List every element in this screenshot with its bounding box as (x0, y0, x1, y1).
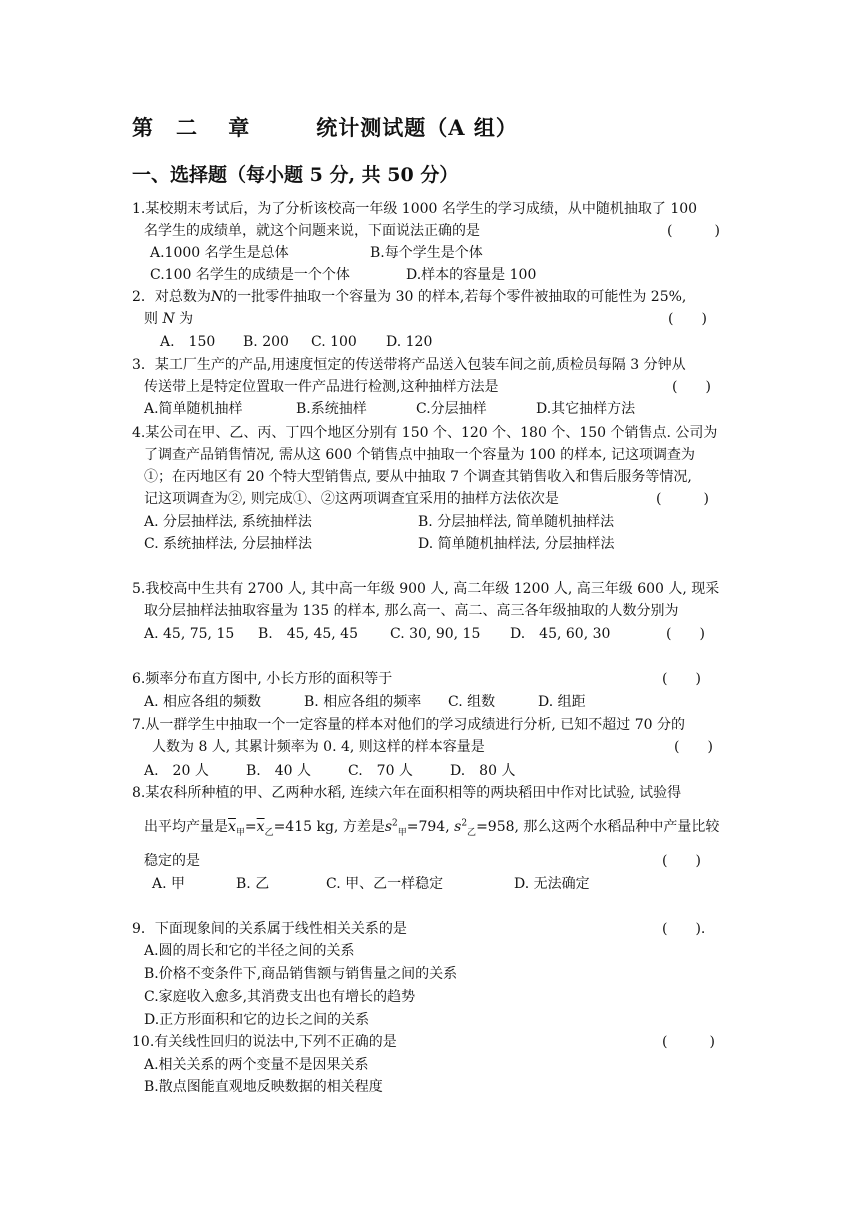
q8-sq-b: 2 (461, 818, 468, 829)
q8-line2-end: =958, 那么这两个水稻品种中产量比较 (476, 819, 720, 835)
q2-line1-end: 的一批零件抽取一个容量为 30 的样本,若每个零件被抽取的可能性为 25%, (223, 289, 687, 305)
q8-xbar-b: $\overline{x}$ (256, 819, 265, 835)
q2-line2-start: 则 (144, 311, 158, 327)
q10-option-b: B.散点图能直观地反映数据的相关程度 (144, 1079, 383, 1095)
q2-option-d: D. 120 (386, 334, 433, 350)
q5-answer-paren: ( ) (666, 626, 705, 642)
q3-option-a: A.简单随机抽样 (144, 401, 243, 417)
q1-option-c: C.100 名学生的成绩是一个个体 (150, 267, 350, 283)
q10-line1: 10.有关线性回归的说法中,下列不正确的是 (132, 1034, 397, 1050)
q2-var-n-2: N (162, 311, 175, 327)
q5-option-d: D. 45, 60, 30 (510, 626, 611, 642)
q9-option-c: C.家庭收入愈多,其消费支出也有增长的趋势 (144, 989, 416, 1005)
q7-option-b: B. 40 人 (246, 763, 312, 779)
q4-line3: ①；在丙地区有 20 个特大型销售点, 要从中抽取 7 个调查其销售收入和售后服务等情况, (144, 469, 692, 485)
q6-option-c: C. 组数 (448, 694, 496, 710)
q3-option-b: B.系统抽样 (296, 401, 367, 417)
q4-line1: 4.某公司在甲、乙、丙、丁四个地区分别有 150 个、120 个、180 个、150 个销售点. 公司为 (132, 425, 718, 441)
q10-answer-paren: ( ) (662, 1034, 715, 1050)
q4-option-d: D. 简单随机抽样法, 分层抽样法 (418, 536, 615, 552)
q8-xbar-a: $\overline{x}$ (228, 819, 236, 835)
q8-line2-mid: =415 kg, 方差是 (273, 819, 385, 835)
q8-s-sub-a: 甲 (397, 827, 407, 838)
q9-option-d: D.正方形面积和它的边长之间的关系 (144, 1012, 370, 1028)
q8-sub-a: 甲 (235, 827, 245, 838)
q2-line2 (144, 310, 193, 328)
q6-line1: 6.频率分布直方图中, 小长方形的面积等于 (132, 671, 393, 687)
q8-line1: 8.某农科所种植的甲、乙两种水稻, 连续六年在面积相等的两块稻田中作对比试验, 试验得 (132, 785, 682, 801)
q6-answer-paren: ( ) (662, 671, 701, 687)
q5-option-b: B. 45, 45, 45 (258, 626, 358, 642)
q7-line2: 人数为 8 人, 其累计频率为 0. 4, 则这样的样本容量是 (152, 739, 485, 755)
q8-sq-a: 2 (392, 818, 398, 829)
q8-line3: 稳定的是 (144, 853, 200, 869)
q2-line1-start: 2．对总数为 (132, 289, 211, 305)
q2-line2-end: 为 (179, 311, 194, 327)
q5-line2: 取分层抽样法抽取容量为 135 的样本, 那么高一、高二、高三各年级抽取的人数分别为 (144, 603, 679, 619)
q9-answer-paren: ( ). (662, 921, 706, 937)
q8-option-c: C. 甲、乙一样稳定 (326, 876, 444, 892)
q5-option-a: A. 45, 75, 15 (144, 626, 235, 642)
q8-s-a: s (384, 819, 393, 835)
q2-answer-paren: ( ) (668, 311, 707, 327)
q1-option-a: A.1000 名学生是总体 (150, 245, 289, 261)
q2-option-a: A. 150 (160, 334, 216, 350)
q1-answer-paren: ( ) (667, 223, 720, 239)
q4-answer-paren: ( ) (656, 491, 709, 507)
q6-option-a: A. 相应各组的频数 (144, 694, 262, 710)
section-heading: 一、选择题（每小题 5 分, 共 50 分） (132, 164, 459, 186)
q2-option-c: C. 100 (311, 334, 357, 350)
q8-sub-b: 乙 (264, 827, 274, 838)
q6-option-d: D. 组距 (538, 694, 586, 710)
page-title: 第 二 章 统计测试题（A 组） (132, 115, 518, 140)
q1-option-d: D.样本的容量是 100 (406, 267, 537, 283)
q7-option-d: D. 80 人 (450, 763, 516, 779)
q8-line2: 出平均产量是$\overline{x}_甲=\overline{x}_乙=415$ kg, 方差是$s^2_甲=794$, $s^2_乙=958$, 那么这两个水稻品种中产量比较 (144, 818, 720, 838)
q8-line2-start: 出平均产量是 (144, 819, 228, 835)
q1-line2: 名学生的成绩单，就这个问题来说，下面说法正确的是 (144, 223, 480, 239)
q9-option-a: A.圆的周长和它的半径之间的关系 (144, 943, 355, 959)
q8-option-d: D. 无法确定 (514, 876, 590, 892)
q5-option-c: C. 30, 90, 15 (390, 626, 481, 642)
q8-option-a: A. 甲 (152, 876, 186, 892)
q7-answer-paren: ( ) (674, 739, 713, 755)
q8-answer-paren: ( ) (662, 853, 701, 869)
q3-line2: 传送带上是特定位置取一件产品进行检测,这种抽样方法是 (144, 379, 499, 395)
q3-answer-paren: ( ) (672, 379, 711, 395)
q1-option-b: B.每个学生是个体 (370, 245, 483, 261)
q9-line1: 9．下面现象间的关系属于线性相关关系的是 (132, 921, 407, 937)
q4-line2: 了调查产品销售情况, 需从这 600 个销售点中抽取一个容量为 100 的样本, 记这项调查为 (144, 447, 696, 463)
q8-line2-val1: =794, (406, 819, 450, 835)
q4-option-c: C. 系统抽样法, 分层抽样法 (144, 536, 313, 552)
q4-line4: 记这项调查为②, 则完成①、②这两项调查宜采用的抽样方法依次是 (144, 491, 559, 507)
q9-option-b: B.价格不变条件下,商品销售额与销售量之间的关系 (144, 966, 458, 982)
q8-option-b: B. 乙 (236, 876, 270, 892)
q10-option-a: A.相关关系的两个变量不是因果关系 (144, 1057, 369, 1073)
q7-option-c: C. 70 人 (348, 763, 413, 779)
q3-line1: 3．某工厂生产的产品,用速度恒定的传送带将产品送入包装车间之前,质检员每隔 3 分钟从 (132, 357, 686, 373)
q2-line1 (132, 288, 686, 306)
q6-option-b: B. 相应各组的频率 (304, 694, 422, 710)
q2-var-n: N (210, 289, 224, 305)
q3-option-d: D.其它抽样方法 (536, 401, 636, 417)
q4-option-b: B. 分层抽样法, 简单随机抽样法 (418, 514, 615, 530)
q7-line1: 7.从一群学生中抽取一个一定容量的样本对他们的学习成绩进行分析, 已知不超过 70 分的 (132, 717, 685, 733)
q1-line1: 1.某校期末考试后，为了分析该校高一年级 1000 名学生的学习成绩，从中随机抽取了 100 (132, 201, 698, 217)
q7-option-a: A. 20 人 (144, 763, 209, 779)
q8-s-sub-b: 乙 (467, 827, 477, 838)
q8-s-b: s (454, 819, 462, 835)
q5-line1: 5.我校高中生共有 2700 人, 其中高一年级 900 人, 高二年级 1200 人, 高三年级 600 人, 现采 (132, 581, 720, 597)
q4-option-a: A. 分层抽样法, 系统抽样法 (144, 514, 312, 530)
q2-option-b: B. 200 (243, 334, 289, 350)
q3-option-c: C.分层抽样 (416, 401, 487, 417)
